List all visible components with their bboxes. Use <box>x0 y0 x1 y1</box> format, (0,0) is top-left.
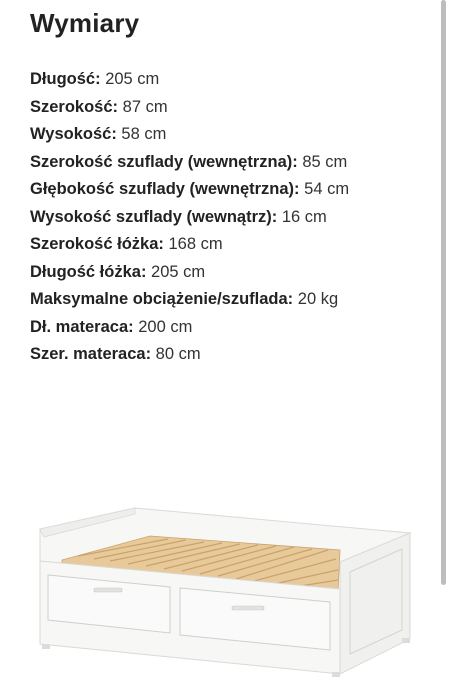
spec-value: 205 cm <box>105 70 160 88</box>
spec-row-mattress-length <box>30 314 349 342</box>
daybed-illustration <box>30 392 418 700</box>
spec-label: Maksymalne obciążenie/szuflada: <box>30 290 294 308</box>
product-image <box>30 392 418 700</box>
daybed-foot <box>42 644 50 649</box>
spec-value: 200 cm <box>138 317 193 336</box>
spec-row-height <box>30 121 349 149</box>
daybed-foot <box>402 638 410 643</box>
scrollbar[interactable] <box>441 0 446 585</box>
spec-label: Szerokość: <box>30 97 119 116</box>
spec-row-drawer-width <box>30 149 349 177</box>
spec-label: Szerokość łóżka: <box>30 235 164 253</box>
spec-label: Wysokość: <box>30 125 117 143</box>
drawer-left-handle <box>94 588 122 592</box>
spec-value: 168 cm <box>168 235 223 253</box>
spec-row-drawer-depth <box>30 176 349 204</box>
spec-row-length <box>30 66 349 94</box>
page-title: Wymiary <box>30 8 140 38</box>
spec-label: Wysokość szuflady (wewnątrz): <box>30 207 278 226</box>
spec-value: 87 cm <box>122 97 168 116</box>
spec-row-bed-length <box>30 259 349 287</box>
spec-row-width <box>30 94 349 122</box>
daybed-foot <box>332 672 340 677</box>
spec-label: Dł. materaca: <box>30 317 134 336</box>
spec-row-max-load <box>30 286 349 314</box>
drawer-right-handle <box>232 606 264 610</box>
spec-label: Długość: <box>30 70 101 88</box>
spec-value: 54 cm <box>304 180 350 198</box>
spec-value: 58 cm <box>121 125 167 143</box>
spec-value: 16 cm <box>281 207 327 226</box>
spec-row-mattress-width <box>30 341 349 369</box>
spec-value: 80 cm <box>155 345 201 363</box>
spec-row-bed-width <box>30 231 349 259</box>
spec-value: 85 cm <box>302 152 348 171</box>
spec-label: Długość łóżka: <box>30 262 147 281</box>
spec-value: 20 kg <box>297 290 339 308</box>
spec-row-drawer-height <box>30 204 349 232</box>
dimensions-list <box>30 66 349 369</box>
spec-label: Szerokość szuflady (wewnętrzna): <box>30 152 298 171</box>
spec-value: 205 cm <box>151 262 206 281</box>
spec-label: Głębokość szuflady (wewnętrzna): <box>30 180 300 198</box>
spec-label: Szer. materaca: <box>30 345 152 363</box>
